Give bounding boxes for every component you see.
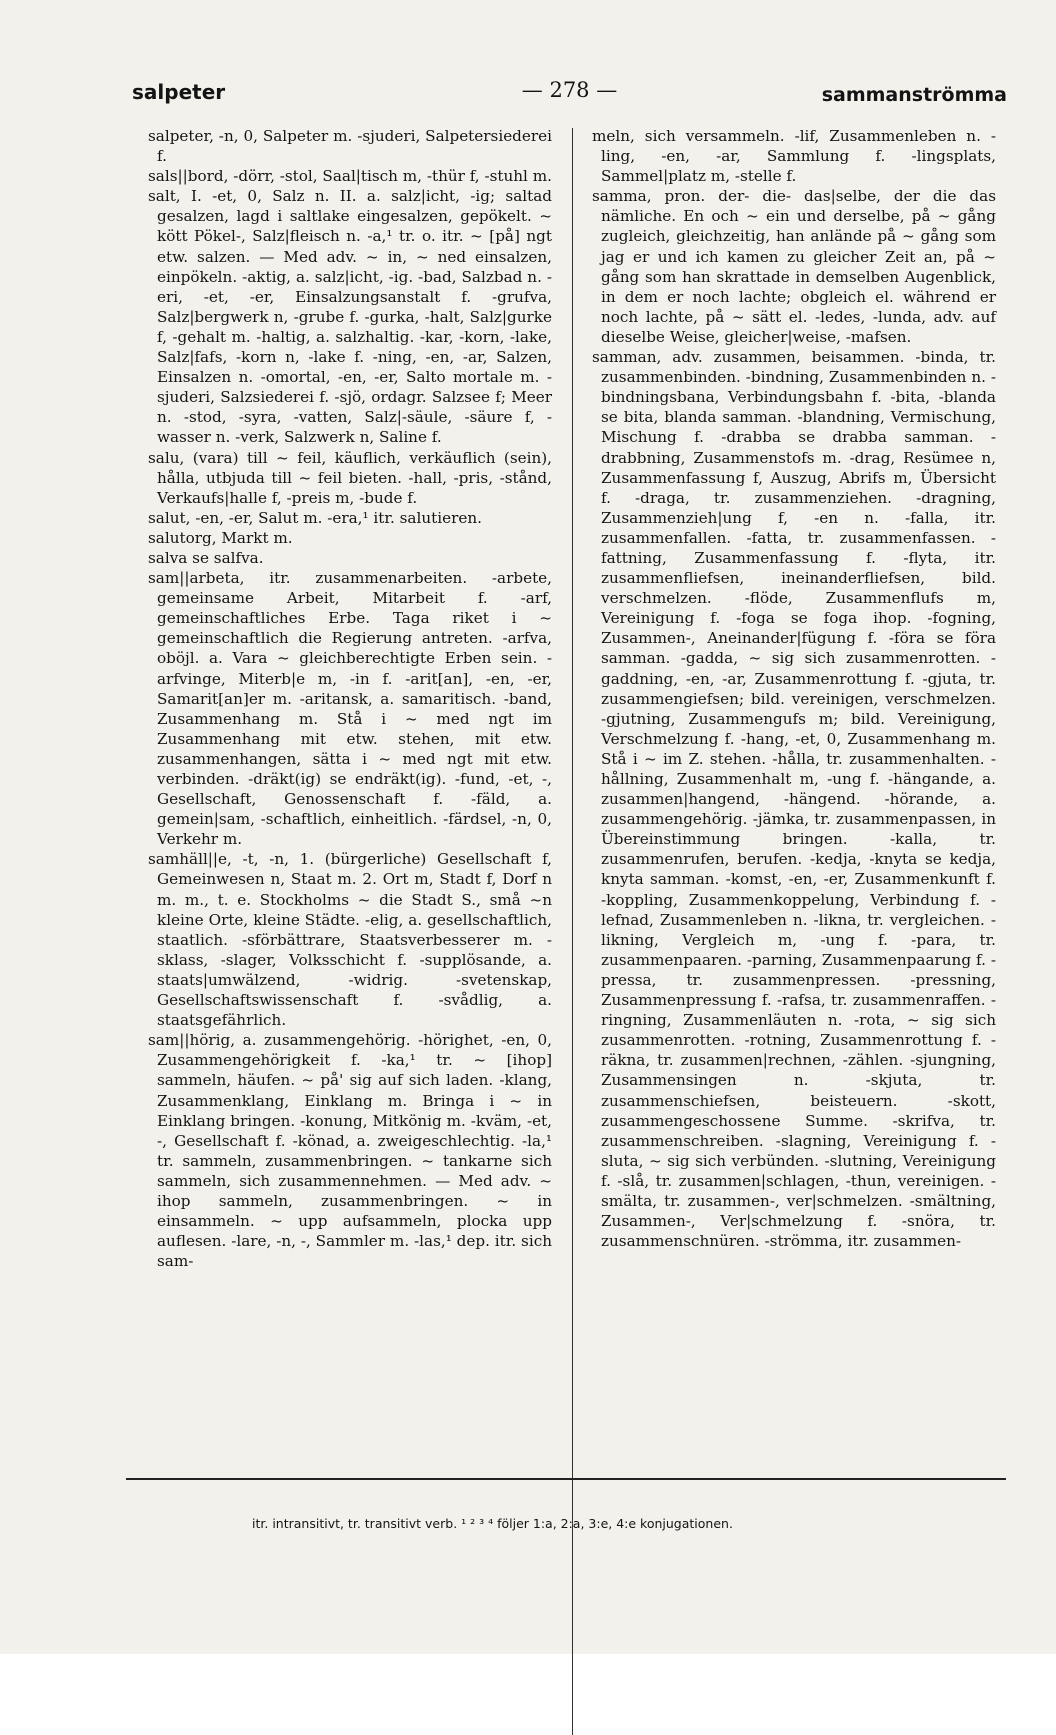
entry-samhalle: samhäll||e, -t, -n, 1. (bürgerliche) Gesellschaft f, Gemeinwesen n, Staat m. 2. Ort m, Stadt f, Dorf n m. m., t. e. Stockholms ~ die Stadt S., små ~n kleine Orte, kleine Städte. -elig, a. gesellschaftlich, staatlich. -sförbättrare, Staatsverbesserer m. -sklass, -slager, Volksschicht f. -supplösande, a. staats|umwälzend, -widrig. -svetenskap, Gesellschaftswissenschaft f. -svådlig, a. staatsgefährlich.	[148, 850, 552, 1030]
entry-samma: samma, pron. der- die- das|selbe, der die das nämliche. En och ~ ein und derselbe, på ~ gång zugleich, gleichzeitig, han anlände på ~ gång som jag er und ich kamen zu gleicher Zeit an, på ~ gång som han skrattade in demselben Augenblick, in dem er noch lachte; obgleich el. während er noch lachte, på ~ sätt el. -ledes, -lunda, adv. auf dieselbe Weise, gleicher|weise, -mafsen.	[592, 187, 996, 346]
column-divider	[572, 128, 573, 1735]
header-right-guideword: sammanströmma	[821, 84, 1007, 106]
right-column	[592, 126, 996, 1251]
entry-samhorig: sam||hörig, a. zusammengehörig. -hörighet, -en, 0, Zusammengehörigkeit f. -ka,¹ tr. ~ [ihop] sammeln, häufen. ~ på' sig auf sich laden. -klang, Zusammenklang, Einklang m. Bringa i ~ in Einklang bringen. -konung, Mitkönig m. -kväm, -et, -, Gesellschaft f. -könad, a. zweigeschlechtig. -la,¹ tr. sammeln, zusammenbringen. ~ tankarne sich sammeln, sich zusammennehmen. — Med adv. ~ ihop sammeln, zusammenbringen. ~ in einsammeln. ~ upp aufsammeln, plocka upp auflesen. -lare, -n, -, Sammler m. -las,¹ dep. itr. sich sam-	[148, 1031, 552, 1271]
entry-salva: salva se salfva.	[148, 548, 264, 567]
entry-samman: samman, adv. zusammen, beisammen. -binda, tr. zusammenbinden. -bindning, Zusammenbinden n. -bindningsbana, Verbindungsbahn f. -bita, -blanda se bita, blanda samman. -blandning, Vermischung, Mischung f. -drabba se drabba samman. -drabbning, Zusammenstofs m. -drag, Resümee n, Zusammenfassung f, Auszug, Abrifs m, Übersicht f. -draga, tr. zusammenziehen. -dragning, Zusammenzieh|ung f, -en n. -falla, itr. zusammenfallen. -fatta, tr. zusammenfassen. -fattning, Zusammenfassung f. -flyta, itr. zusammenfliefsen, ineinanderfliefsen, bild. verschmelzen. -flöde, Zusammenflufs m, Vereinigung f. -foga se foga ihop. -fogning, Zusammen-, Aneinander|fügung f. -föra se föra samman. -gadda, ~ sig sich zusammenrotten. -gaddning, -en, -ar, Zusammenrottung f. -gjuta, tr. zusammengiefsen; bild. vereinigen, verschmelzen. -gjutning, Zusammengufs m; bild. Vereinigung, Verschmelzung f. -hang, -et, 0, Zusammenhang m. Stå i ~ im Z. stehen. -hålla, tr. zusammenhalten. -hållning, Zusammenhalt m, -ung f. -hängande, a. zusammen|hangend, -hängend. -hörande, a. zusammengehörig. -jämka, tr. zusammenpassen, in Übereinstimmung bringen. -kalla, tr. zusammenrufen, berufen. -kedja, -knyta se kedja, knyta samman. -komst, -en, -er, Zusammenkunft f. -koppling, Zusammenkoppelung, Verbindung f. -lefnad, Zusammenleben n. -likna, tr. vergleichen. -likning, Vergleich m, -ung f. -para, tr. zusammenpaaren. -parning, Zusammenpaarung f. -pressa, tr. zusammenpressen. -pressning, Zusammenpressung f. -rafsa, tr. zusammenraffen. -ringning, Zusammenläuten n. -rota, ~ sig sich zusammenrotten. -rotning, Zusammenrottung f. -räkna, tr. zusammen|rechnen, -zählen. -sjungning, Zusammensingen n. -skjuta, tr. zusammenschiefsen, beisteuern. -skott, zusammengeschossene Summe. -skrifva, tr. zusammenschreiben. -slagning, Vereinigung f. -sluta, ~ sig sich verbünden. -slutning, Vereinigung f. -slå, tr. zusammen|schlagen, -thun, vereinigen. -smälta, tr. zusammen-, ver|schmelzen. -smältning, Zusammen-, Ver|schmelzung f. -snöra, tr. zusammenschnüren. -strömma, itr. zusammen-	[592, 348, 996, 1251]
entry-salt: salt, I. -et, 0, Salz n. II. a. salz|icht, -ig; saltad gesalzen, lagd i saltlake eingesalzen, gepökelt. ~ kött Pökel-, Salz|fleisch n. -a,¹ tr. o. itr. ~ [på] ngt etw. salzen. — Med adv. ~ in, ~ ned einsalzen, einpökeln. -aktig, a. salz|icht, -ig. -bad, Salzbad n. -eri, -et, -er, Einsalzungsanstalt f. -grufva, Salz|bergwerk n, -grube f. -gurka, -halt, Salz|gurke f, -gehalt m. -haltig, a. salzhaltig. -kar, -korn, -lake, Salz|fafs, -korn n, -lake f. -ning, -en, -ar, Salzen, Einsalzen n. -omortal, -en, -er, Salto mortale m. -sjuderi, Salzsiederei f. -sjö, ordagr. Salzsee f; Meer n. -stod, -syra, -vatten, Salz|-säule, -säure f, -wasser n. -verk, Salzwerk n, Saline f.	[148, 187, 552, 447]
entry-salut: salut, -en, -er, Salut m. -era,¹ itr. salutieren.	[148, 508, 482, 527]
entry-salu: salu, (vara) till ~ feil, käuflich, verkäuflich (sein), hålla, utbjuda till ~ feil bieten. -hall, -pris, -stånd, Verkaufs|halle f, -preis m, -bude f.	[148, 448, 552, 507]
header-left-guideword: salpeter	[132, 80, 226, 104]
footer-rule	[126, 1478, 1006, 1480]
entry-salsbord: sals||bord, -dörr, -stol, Saal|tisch m, -thür f, -stuhl m.	[148, 167, 552, 186]
abbreviation-footnote: itr. intransitivt, tr. transitivt verb. ¹ ² ³ ⁴ följer 1:a, 2:a, 3:e, 4:e konjugationen.	[252, 1516, 733, 1531]
entry-salutorg: salutorg, Markt m.	[148, 528, 293, 547]
entry-salpeter: salpeter, -n, 0, Salpeter m. -sjuderi, Salpetersiederei f.	[148, 127, 552, 166]
page-number: — 278 —	[521, 78, 618, 102]
left-column	[148, 126, 552, 1271]
entry-continuation: meln, sich versammeln. -lif, Zusammenleben n. -ling, -en, -ar, Sammlung f. -lingsplats, Sammel|platz m, -stelle f.	[592, 127, 996, 186]
entry-samarbeta: sam||arbeta, itr. zusammenarbeiten. -arbete, gemeinsame Arbeit, Mitarbeit f. -arf, gemeinschaftliches Erbe. Taga riket i ~ gemeinschaftlich die Regierung antreten. -arfva, oböjl. a. Vara ~ gleichberechtigte Erben sein. -arfvinge, Miterb|e m, -in f. -arit[an], -en, -er, Samarit[an]er m. -aritansk, a. samaritisch. -band, Zusammenhang m. Stå i ~ med ngt im Zusammenhang mit etw. stehen, mit etw. zusammenhangen, sätta i ~ med ngt mit etw. verbinden. -dräkt(ig) se endräkt(ig). -fund, -et, -, Gesellschaft, Genossenschaft f. -fäld, a. gemein|sam, -schaftlich, einheitlich. -färdsel, -n, 0, Verkehr m.	[148, 569, 552, 849]
page-header	[132, 76, 1007, 110]
